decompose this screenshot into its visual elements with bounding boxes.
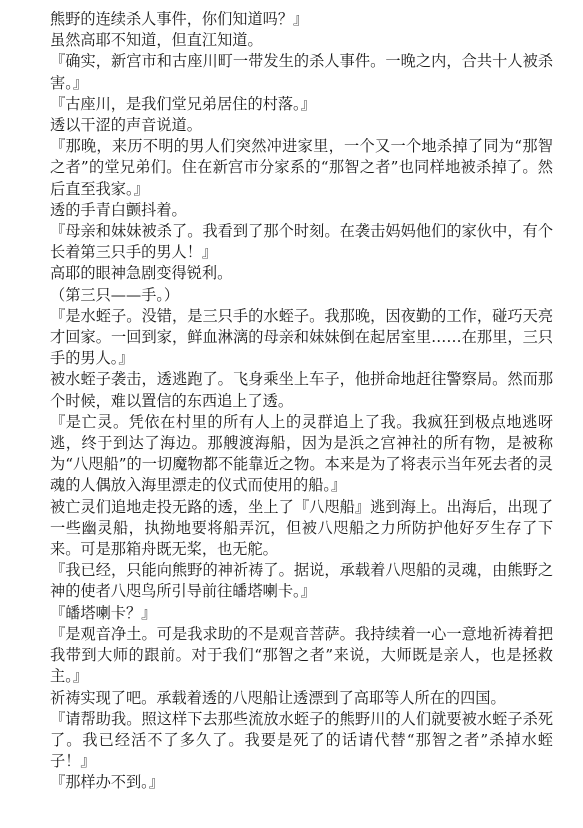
paragraph: 『请帮助我。照这样下去那些流放水蛭子的熊野川的人们就要被水蛭子杀死了。我已经活不了多久了。我要是死了的话请代替“那智之者”杀掉水蛭子！』 (50, 709, 553, 771)
paragraph: 虽然高耶不知道，但直江知道。 (50, 31, 263, 50)
paragraph: 『确实，新宫市和古座川町一带发生的杀人事件。一晚之内，合共十人被杀害。』 (50, 52, 553, 92)
paragraph: 『那晚，来历不明的男人们突然冲进家里，一个又一个地杀掉了同为“那智之者”的堂兄弟们。住在新宫市分家系的“那智之者”也同样地被杀掉了。然后直至我家。』 (50, 137, 553, 198)
paragraph: （第三只——手。） (50, 285, 180, 304)
paragraph: 被亡灵们追地走投无路的透，坐上了『八咫船』逃到海上。出海后，出现了一些幽灵船，执拗地要将船弄沉，但被八咫船之力所防护他好歹生存了下来。可是那箱舟既无桨，也无舵。 (50, 497, 553, 559)
paragraph: 透的手青白颤抖着。 (50, 200, 187, 219)
paragraph: 祈祷实现了吧。承载着透的八咫船让透漂到了高耶等人所在的四国。 (50, 688, 506, 707)
paragraph: 『是水蛭子。没错，是三只手的水蛭子。我那晚，因夜勤的工作，碰巧天亮才回家。一回到家，鲜血淋漓的母亲和妹妹倒在起居室里……在那里，三只手的男人。』 (50, 306, 553, 368)
paragraph: 熊野的连续杀人事件，你们知道吗？』 (50, 10, 309, 28)
paragraph: 透以干涩的声音说道。 (50, 116, 202, 135)
paragraph: 『我已经，只能向熊野的神祈祷了。据说，承载着八咫船的灵魂，由熊野之神的使者八咫鸟所引导前往皤塔喇卡。』 (50, 561, 553, 601)
paragraph: 『皤塔喇卡？』 (50, 603, 157, 622)
paragraph: 被水蛭子袭击，透逃跑了。飞身乘坐上车子，他拼命地赶往警察局。然而那个时候，难以置信的东西追上了透。 (50, 370, 553, 410)
paragraph: 『是亡灵。凭依在村里的所有人上的灵群追上了我。我疯狂到极点地逃呀逃，终于到达了海边。那艘渡海船，因为是浜之宫神社的所有物，是被称为“八咫船”的一切魔物都不能靠近之物。本来是为了将表示当年死去者的灵魂的人偶放入海里漂走的仪式而使用的船。』 (50, 412, 553, 495)
paragraph: 『是观音净土。可是我求助的不是观音菩萨。我持续着一心一意地祈祷着把我带到大师的跟前。对于我们“那智之者”来说，大师既是亲人，也是拯救主。』 (50, 624, 553, 686)
paragraph: 『那样办不到。』 (50, 773, 164, 792)
paragraph: 『古座川，是我们堂兄弟居住的村落。』 (50, 94, 316, 113)
paragraph: 『母亲和妹妹被杀了。我看到了那个时刻。在袭击妈妈他们的家伙中，有个长着第三只手的男人！』 (50, 222, 553, 262)
paragraph: 高耶的眼神急剧变得锐利。 (50, 264, 233, 283)
